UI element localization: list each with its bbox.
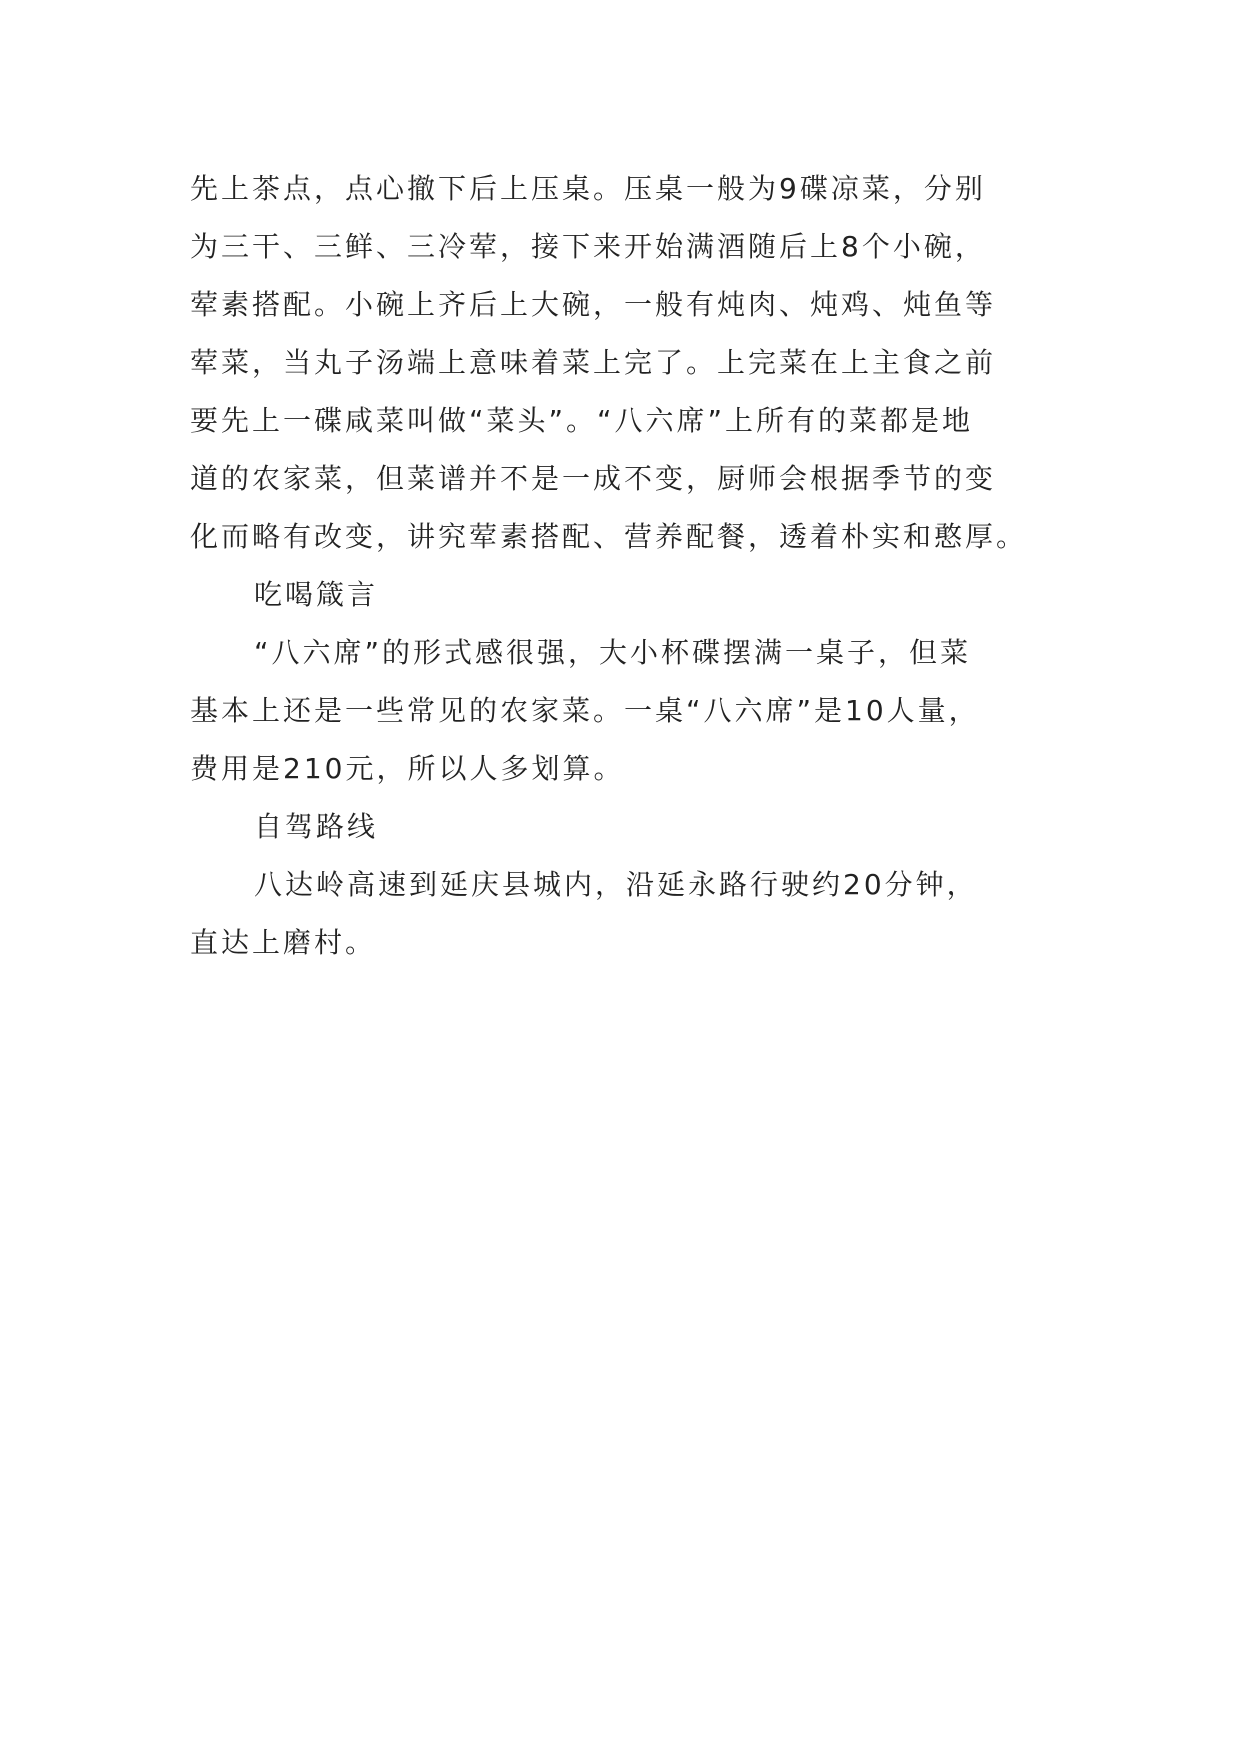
paragraph-line: 荤菜，当丸子汤端上意味着菜上完了。上完菜在上主食之前 — [190, 346, 997, 379]
paragraph-line: 为三干、三鲜、三冷荤，接下来开始满酒随后上8个小碗， — [190, 230, 986, 263]
paragraph-line: 基本上还是一些常见的农家菜。一桌“八六席”是10人量， — [190, 694, 980, 727]
section-heading-route: 自驾路线 — [254, 810, 379, 843]
paragraph-line: 八达岭高速到延庆县城内，沿延永路行驶约20分钟， — [254, 868, 978, 901]
document-body — [190, 160, 1080, 972]
paragraph-line: 费用是210元，所以人多划算。 — [190, 752, 625, 785]
paragraph-line: “八六席”的形式感很强，大小杯碟摆满一桌子，但菜 — [254, 636, 972, 669]
paragraph-line: 直达上磨村。 — [190, 926, 377, 959]
paragraph-line: 荤素搭配。小碗上齐后上大碗，一般有炖肉、炖鸡、炖鱼等 — [190, 288, 997, 321]
section-heading-eating: 吃喝箴言 — [254, 578, 379, 611]
paragraph-line: 要先上一碟咸菜叫做“菜头”。“八六席”上所有的菜都是地 — [190, 404, 974, 437]
paragraph-line: 道的农家菜，但菜谱并不是一成不变，厨师会根据季节的变 — [190, 462, 997, 495]
paragraph-line: 先上茶点，点心撤下后上压桌。压桌一般为9碟凉菜，分别 — [190, 172, 986, 205]
paragraph-line: 化而略有改变，讲究荤素搭配、营养配餐，透着朴实和憨厚。 — [190, 520, 1028, 553]
